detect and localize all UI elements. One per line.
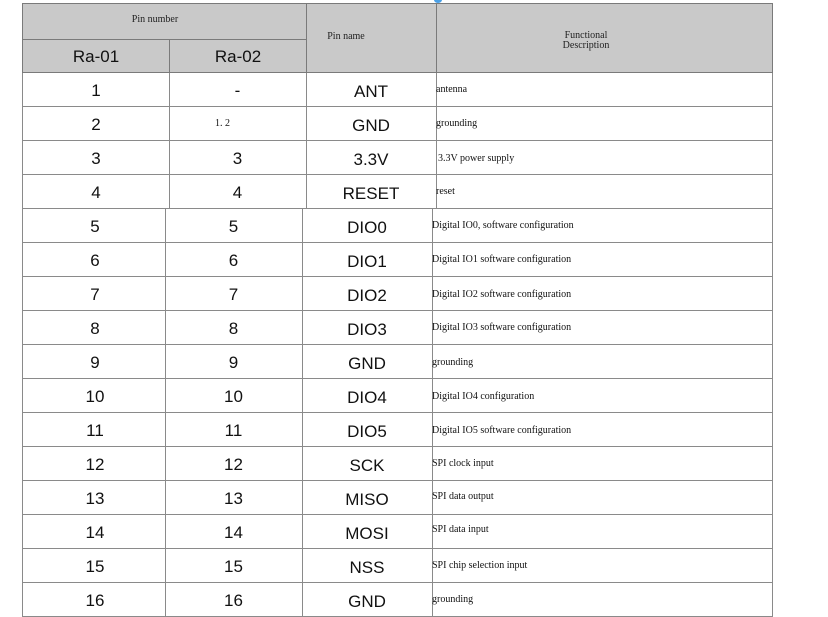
table-cell-description (436, 73, 773, 107)
header-pin-name-label: Pin name (327, 31, 365, 42)
pin-ra02: 16 (224, 591, 243, 610)
pin-description: Digital IO2 software configuration (432, 289, 572, 300)
pin-name: RESET (342, 184, 400, 203)
pin-ra02: 1. 2 (215, 118, 230, 129)
pin-description: Digital IO5 software configuration (432, 425, 572, 436)
pin-ra02: 12 (224, 455, 243, 474)
pin-ra02: 3 (232, 149, 243, 168)
header-pin-number-label: Pin number (131, 14, 179, 25)
pin-ra01: 1 (91, 81, 101, 100)
pin-name: NSS (349, 558, 385, 577)
pin-name: GND (348, 354, 386, 373)
pin-ra01: 7 (90, 285, 100, 304)
pin-description: SPI data input (432, 524, 489, 535)
pin-ra01: 5 (90, 217, 100, 236)
pin-ra01: 16 (85, 591, 105, 610)
pin-ra02: 11 (224, 421, 243, 440)
pin-description: grounding (432, 594, 474, 605)
table-cell-description (432, 583, 773, 617)
pin-name: DIO3 (347, 320, 387, 339)
pin-ra02: 8 (228, 319, 239, 338)
pin-description: antenna (436, 84, 468, 95)
pin-description: SPI chip selection input (432, 560, 528, 571)
pin-ra02: 14 (224, 523, 243, 542)
pin-ra01: 2 (91, 115, 101, 134)
pin-ra02: - (234, 81, 241, 100)
pin-ra01: 6 (90, 251, 100, 270)
pin-description: grounding (432, 357, 474, 368)
pin-description: 3.3V power supply (438, 153, 515, 164)
pin-ra02: 10 (224, 387, 243, 406)
pin-ra01: 4 (91, 183, 101, 202)
pin-ra02: 4 (232, 183, 243, 202)
pin-description: Digital IO0, software configuration (432, 220, 574, 231)
header-functional-line2: Description (562, 40, 610, 51)
pin-ra01: 14 (85, 523, 105, 542)
table-cell-description (432, 345, 773, 379)
pin-name: DIO4 (347, 388, 387, 407)
pin-name: DIO5 (347, 422, 387, 441)
header-functional-line1: Functional (564, 30, 608, 41)
pin-ra01: 13 (85, 489, 105, 508)
pin-description: grounding (436, 118, 478, 129)
pin-ra01: 11 (86, 421, 104, 440)
pin-ra02: 6 (228, 251, 239, 270)
pin-name: GND (352, 116, 390, 135)
pin-description: SPI data output (432, 491, 494, 502)
pin-description: Digital IO1 software configuration (432, 254, 572, 265)
pin-ra01: 12 (85, 455, 105, 474)
pin-description: SPI clock input (432, 458, 494, 469)
pin-name: SCK (349, 456, 385, 475)
header-ra02-label: Ra-02 (214, 47, 262, 66)
pin-name: DIO0 (347, 218, 387, 237)
pin-name: 3.3V (353, 150, 389, 169)
pin-ra02: 7 (228, 285, 239, 304)
pin-name: MOSI (345, 524, 389, 543)
pin-ra02: 15 (224, 557, 243, 576)
table-cell-description (436, 107, 773, 141)
pin-name: ANT (354, 82, 388, 101)
pin-name: DIO1 (347, 252, 387, 271)
pin-ra02: 9 (228, 353, 239, 372)
pin-name: MISO (345, 490, 389, 509)
pin-ra02: 13 (224, 489, 243, 508)
pin-ra02: 5 (228, 217, 239, 236)
pin-description: Digital IO3 software configuration (432, 322, 572, 333)
pin-description: Digital IO4 configuration (432, 391, 535, 402)
pin-ra01: 15 (85, 557, 105, 576)
pin-name: DIO2 (347, 286, 387, 305)
header-ra01-label: Ra-01 (72, 47, 120, 66)
pin-ra01: 3 (91, 149, 101, 168)
pin-ra01: 10 (85, 387, 105, 406)
pin-ra01: 9 (90, 353, 100, 372)
table-cell-description (436, 175, 773, 209)
pin-description: reset (436, 186, 455, 197)
pin-name: GND (348, 592, 386, 611)
pin-ra01: 8 (90, 319, 100, 338)
